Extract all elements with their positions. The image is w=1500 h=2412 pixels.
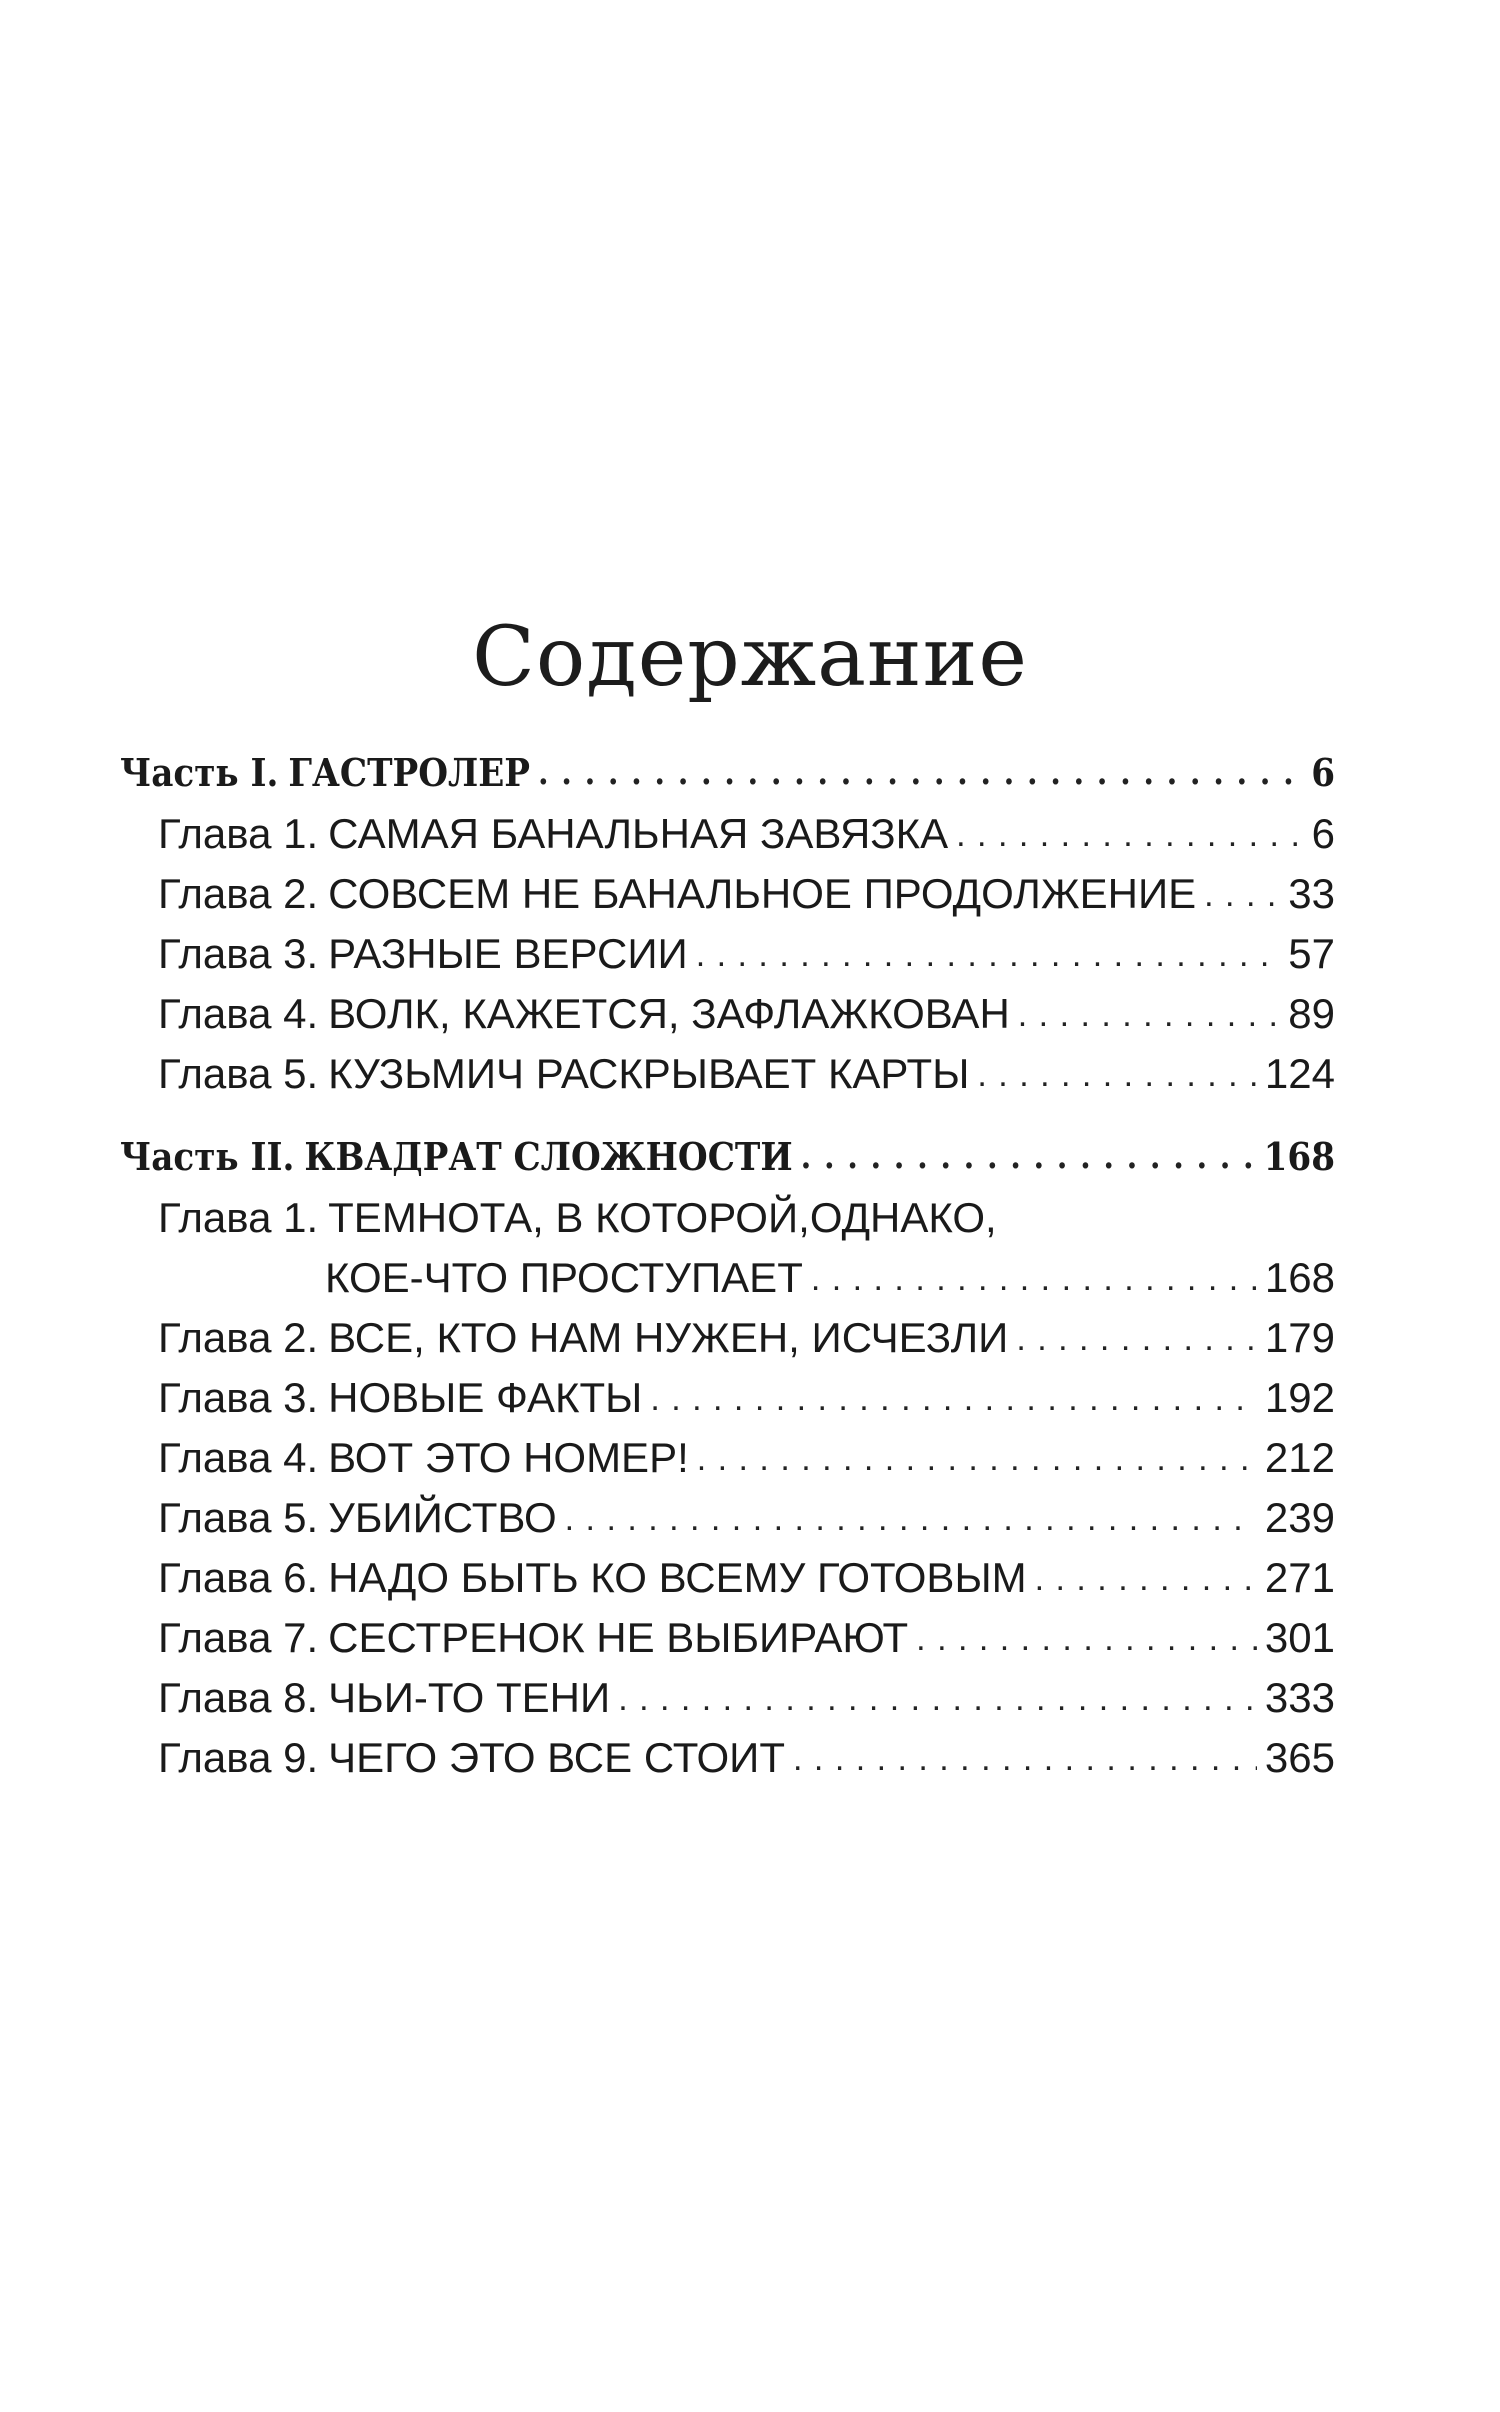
toc-chapter-1-3[interactable] <box>120 930 1335 990</box>
toc-chapter-2-4[interactable] <box>120 1434 1335 1494</box>
dot-leader <box>811 1252 1257 1298</box>
chapter-title: Глава 2. СОВСЕМ НЕ БАНАЛЬНОЕ ПРОДОЛЖЕНИЕ <box>158 870 1197 917</box>
chapter-title: Глава 3. НОВЫЕ ФАКТЫ <box>158 1374 643 1421</box>
dot-leader <box>1016 1312 1257 1358</box>
page-number: 301 <box>1264 1614 1335 1661</box>
chapter-title: Глава 4. ВОТ ЭТО НОМЕР! <box>158 1434 689 1481</box>
dot-leader <box>1204 868 1280 914</box>
part-title: Часть I. ГАСТРОЛЕР <box>120 750 530 795</box>
toc-chapter-1-2[interactable] <box>120 870 1335 930</box>
toc-chapter-2-6[interactable] <box>120 1554 1335 1614</box>
dot-leader <box>977 1048 1257 1094</box>
page-number: 192 <box>1264 1374 1335 1421</box>
chapter-title: Глава 9. ЧЕГО ЭТО ВСЕ СТОИТ <box>158 1734 786 1781</box>
dot-leader <box>565 1492 1257 1538</box>
dot-leader <box>697 1432 1257 1478</box>
dot-leader <box>696 928 1281 974</box>
dot-leader <box>916 1612 1257 1658</box>
dot-leader <box>1035 1552 1257 1598</box>
chapter-title: Глава 1. ТЕМНОТА, В КОТОРОЙ,ОДНАКО, <box>158 1194 997 1241</box>
toc-chapter-1-1[interactable] <box>120 810 1335 870</box>
chapter-title: Глава 7. СЕСТРЕНОК НЕ ВЫБИРАЮТ <box>158 1614 909 1661</box>
page-number: 365 <box>1264 1734 1335 1781</box>
page-number: 239 <box>1264 1494 1335 1541</box>
chapter-title: Глава 8. ЧЬИ-ТО ТЕНИ <box>158 1674 611 1721</box>
page-number: 168 <box>1263 1134 1335 1179</box>
page-number: 168 <box>1264 1254 1335 1301</box>
toc-chapter-2-3[interactable] <box>120 1374 1335 1434</box>
dot-leader <box>618 1672 1257 1718</box>
toc-chapter-2-1[interactable] <box>120 1194 1335 1254</box>
toc-chapter-2-1-continued[interactable] <box>120 1254 1335 1314</box>
table-of-contents <box>120 750 1335 1794</box>
chapter-title-continued: КОЕ-ЧТО ПРОСТУПАЕТ <box>325 1254 803 1301</box>
page-title: Содержание <box>472 609 1028 705</box>
chapter-title: Глава 3. РАЗНЫЕ ВЕРСИИ <box>158 930 688 977</box>
chapter-title: Глава 5. УБИЙСТВО <box>158 1494 557 1541</box>
toc-part-2[interactable] <box>120 1134 1335 1194</box>
toc-chapter-2-8[interactable] <box>120 1674 1335 1734</box>
dot-leader <box>538 748 1303 790</box>
page-number: 57 <box>1288 930 1335 977</box>
page-number: 333 <box>1264 1674 1335 1721</box>
chapter-title: Глава 6. НАДО БЫТЬ КО ВСЕМУ ГОТОВЫМ <box>158 1554 1027 1601</box>
toc-chapter-2-2[interactable] <box>120 1314 1335 1374</box>
page-number: 179 <box>1264 1314 1335 1361</box>
toc-chapter-1-5[interactable] <box>120 1050 1335 1110</box>
toc-chapter-1-4[interactable] <box>120 990 1335 1050</box>
toc-part-1[interactable] <box>120 750 1335 810</box>
page-number: 124 <box>1264 1050 1335 1097</box>
page-number: 271 <box>1264 1554 1335 1601</box>
dot-leader <box>793 1732 1257 1778</box>
toc-chapter-2-5[interactable] <box>120 1494 1335 1554</box>
page-number: 33 <box>1288 870 1335 917</box>
dot-leader <box>956 808 1303 854</box>
page-number: 6 <box>1311 750 1335 795</box>
page-number: 89 <box>1288 990 1335 1037</box>
page-number: 212 <box>1264 1434 1335 1481</box>
dot-leader <box>1018 988 1281 1034</box>
dot-leader <box>801 1132 1256 1174</box>
toc-chapter-2-9[interactable] <box>120 1734 1335 1794</box>
chapter-title: Глава 2. ВСЕ, КТО НАМ НУЖЕН, ИСЧЕЗЛИ <box>158 1314 1009 1361</box>
page-number: 6 <box>1311 810 1335 857</box>
part-title: Часть II. КВАДРАТ СЛОЖНОСТИ <box>120 1134 793 1179</box>
chapter-title: Глава 5. КУЗЬМИЧ РАСКРЫВАЕТ КАРТЫ <box>158 1050 970 1097</box>
chapter-title: Глава 1. САМАЯ БАНАЛЬНАЯ ЗАВЯЗКА <box>158 810 949 857</box>
toc-chapter-2-7[interactable] <box>120 1614 1335 1674</box>
chapter-title: Глава 4. ВОЛК, КАЖЕТСЯ, ЗАФЛАЖКОВАН <box>158 990 1010 1037</box>
dot-leader <box>650 1372 1257 1418</box>
